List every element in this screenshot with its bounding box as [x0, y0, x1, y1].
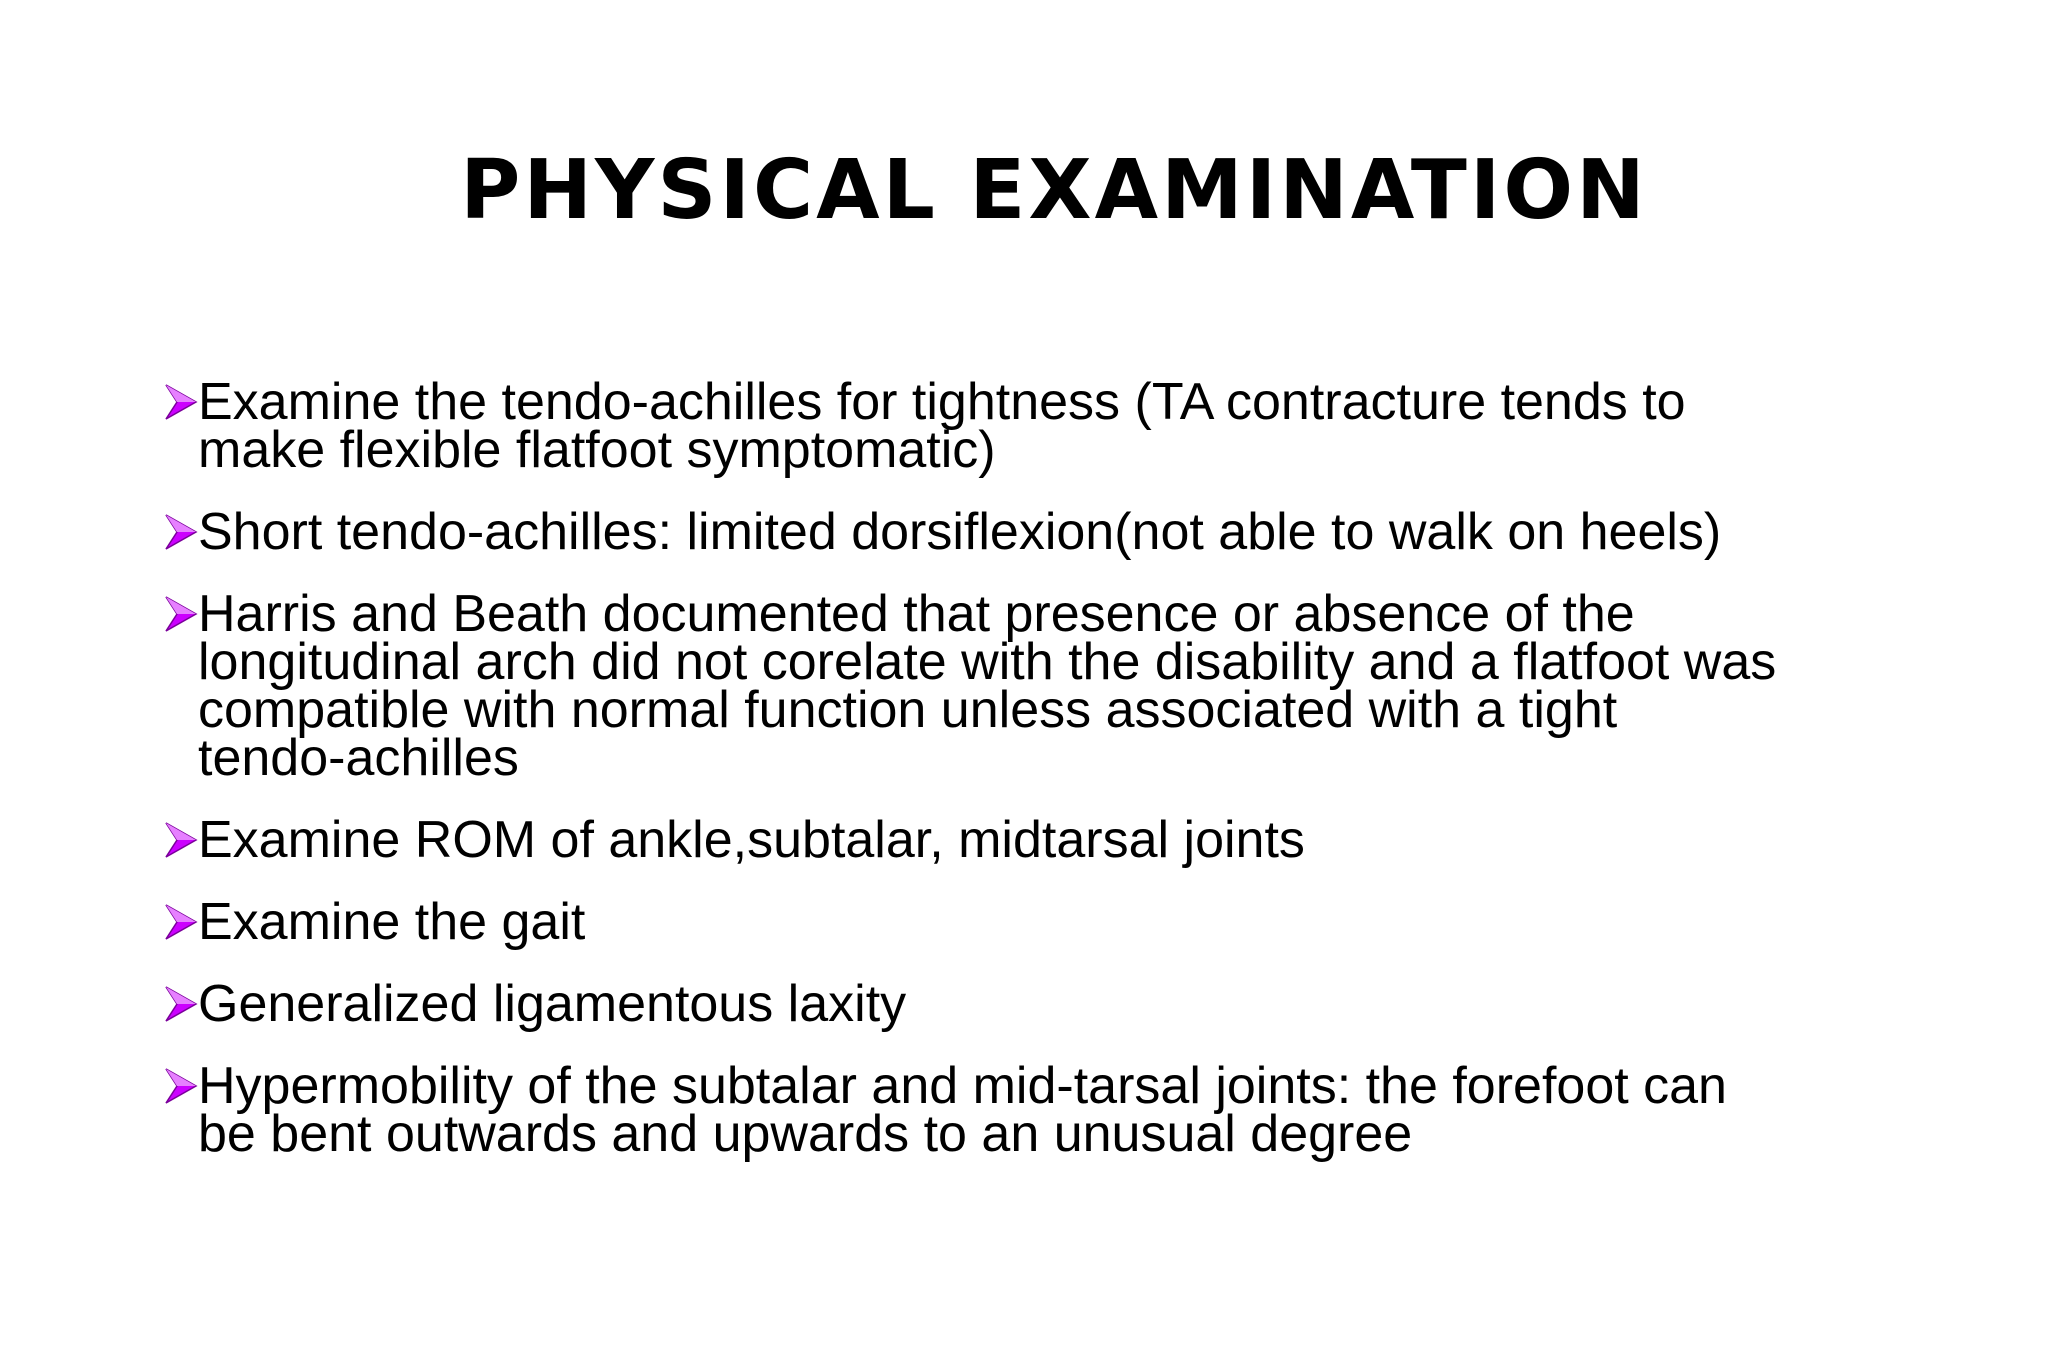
bullet-list [160, 373, 1960, 1192]
list-item [160, 585, 1960, 787]
list-item [160, 811, 1960, 869]
bullet-text: Short tendo-achilles: limited dorsiflexion(not able to walk on heels) [198, 503, 1722, 561]
arrowhead-bullet-icon [164, 985, 198, 1023]
bullet-text: Harris and Beath documented that presence or absence of the longitudinal arch did not corelate with the disability and a flatfoot was compatible with normal function unless associated with a tight tendo-achilles [198, 585, 1777, 787]
list-item [160, 975, 1960, 1033]
bullet-text: Generalized ligamentous laxity [198, 975, 907, 1033]
arrowhead-bullet-icon [164, 595, 198, 633]
arrowhead-bullet-icon [164, 383, 198, 421]
arrowhead-bullet-icon [164, 1067, 198, 1105]
bullet-text: Hypermobility of the subtalar and mid-tarsal joints: the forefoot can be bent outwards and upwards to an unusual degree [198, 1057, 1727, 1163]
arrowhead-bullet-icon [164, 903, 198, 941]
bullet-text: Examine the gait [198, 893, 586, 951]
list-item [160, 893, 1960, 951]
list-item [160, 503, 1960, 561]
arrowhead-bullet-icon [164, 821, 198, 859]
bullet-text: Examine ROM of ankle,subtalar, midtarsal joints [198, 811, 1305, 869]
arrowhead-bullet-icon [164, 513, 198, 551]
list-item [160, 373, 1960, 479]
list-item [160, 1057, 1960, 1163]
slide-title: PHYSICAL EXAMINATION [460, 143, 1648, 238]
bullet-text: Examine the tendo-achilles for tightness (TA contracture tends to make flexible flatfoot symptomatic) [198, 373, 1686, 479]
